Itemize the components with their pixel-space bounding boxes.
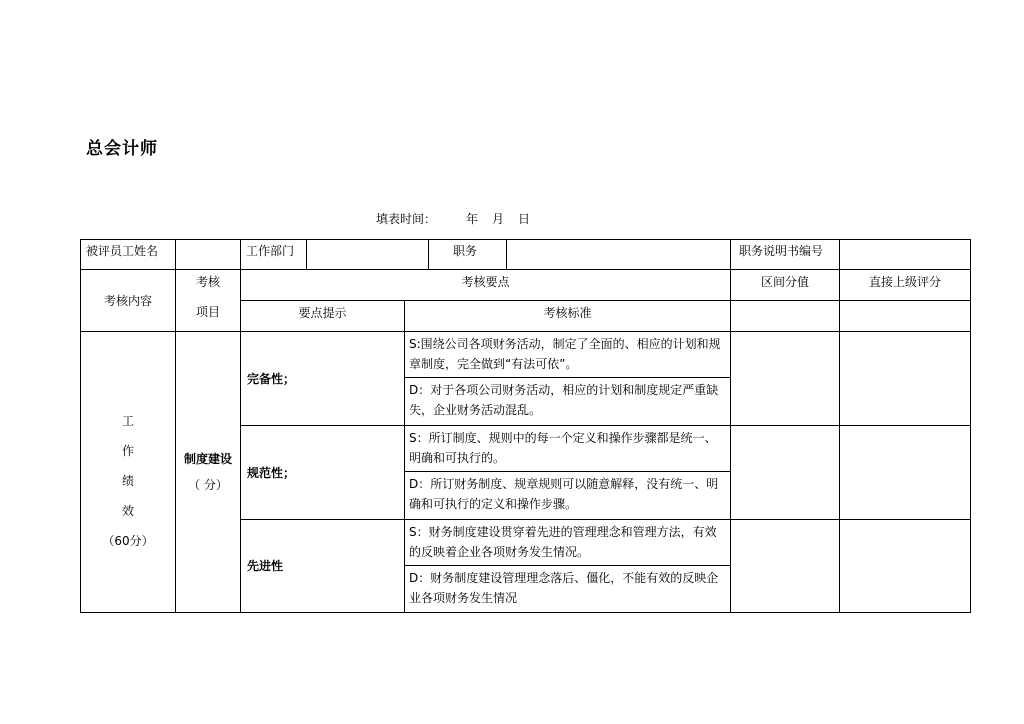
hint-cell: 完备性； bbox=[240, 331, 405, 426]
position-field[interactable] bbox=[506, 239, 731, 270]
fill-date-day: 日 bbox=[518, 212, 531, 226]
fill-date-year: 年 bbox=[466, 212, 479, 226]
content-char: 工 bbox=[121, 414, 134, 428]
col-header-standard: 考核标准 bbox=[404, 300, 731, 332]
col-header-item-bottom: 项目 bbox=[195, 305, 220, 319]
item-name: 制度建设 bbox=[183, 452, 232, 466]
content-char: 作 bbox=[121, 444, 134, 458]
item-score: （ 分） bbox=[188, 478, 228, 492]
content-char: 绩 bbox=[121, 474, 134, 488]
fill-date-label: 填表时间： bbox=[376, 212, 437, 226]
standard-d-cell: D：所订财务制度、规章规则可以随意解释，没有统一、明确和可执行的定义和操作步骤。 bbox=[404, 471, 731, 520]
col-header-points: 考核要点 bbox=[240, 269, 731, 301]
col-header-supervisor-blank bbox=[839, 300, 971, 332]
col-header-item bbox=[175, 269, 241, 332]
range-score-cell[interactable] bbox=[730, 519, 840, 613]
content-score: （60分） bbox=[102, 534, 154, 548]
col-header-range: 区间分值 bbox=[730, 269, 840, 301]
col-header-content: 考核内容 bbox=[80, 269, 176, 332]
standard-s-cell: S:围绕公司各项财务活动，制定了全面的、相应的计划和规章制度，完全做到“有法可依”。 bbox=[404, 331, 731, 378]
fill-date-month: 月 bbox=[492, 212, 505, 226]
content-cell-work-performance bbox=[80, 331, 176, 613]
range-score-cell[interactable] bbox=[730, 425, 840, 520]
col-header-hint: 要点提示 bbox=[240, 300, 405, 332]
col-header-supervisor: 直接上级评分 bbox=[839, 269, 971, 301]
range-score-cell[interactable] bbox=[730, 331, 840, 426]
col-header-range-blank bbox=[730, 300, 840, 332]
col-header-item-top: 考核 bbox=[195, 275, 220, 289]
position-label: 职务 bbox=[428, 239, 507, 270]
employee-name-field[interactable] bbox=[175, 239, 241, 270]
department-field[interactable] bbox=[306, 239, 429, 270]
hint-cell: 先进性 bbox=[240, 519, 405, 613]
standard-d-cell: D：财务制度建设管理理念落后、僵化，不能有效的反映企业各项财务发生情况 bbox=[404, 565, 731, 613]
supervisor-score-cell[interactable] bbox=[839, 331, 971, 426]
standard-s-cell: S：所订制度、规则中的每一个定义和操作步骤都是统一、明确和可执行的。 bbox=[404, 425, 731, 472]
job-description-no-label: 职务说明书编号 bbox=[730, 239, 840, 270]
standard-d-cell: D：对于各项公司财务活动，相应的计划和制度规定严重缺失，企业财务活动混乱。 bbox=[404, 377, 731, 426]
page-title: 总会计师 bbox=[86, 139, 158, 159]
content-char: 效 bbox=[121, 504, 134, 518]
item-cell-system-building bbox=[175, 331, 241, 613]
hint-cell: 规范性； bbox=[240, 425, 405, 520]
employee-name-label: 被评员工姓名 bbox=[80, 239, 176, 270]
job-description-no-field[interactable] bbox=[839, 239, 971, 270]
supervisor-score-cell[interactable] bbox=[839, 519, 971, 613]
standard-s-cell: S：财务制度建设贯穿着先进的管理理念和管理方法，有效的反映着企业各项财务发生情况。 bbox=[404, 519, 731, 566]
supervisor-score-cell[interactable] bbox=[839, 425, 971, 520]
department-label: 工作部门 bbox=[240, 239, 307, 270]
